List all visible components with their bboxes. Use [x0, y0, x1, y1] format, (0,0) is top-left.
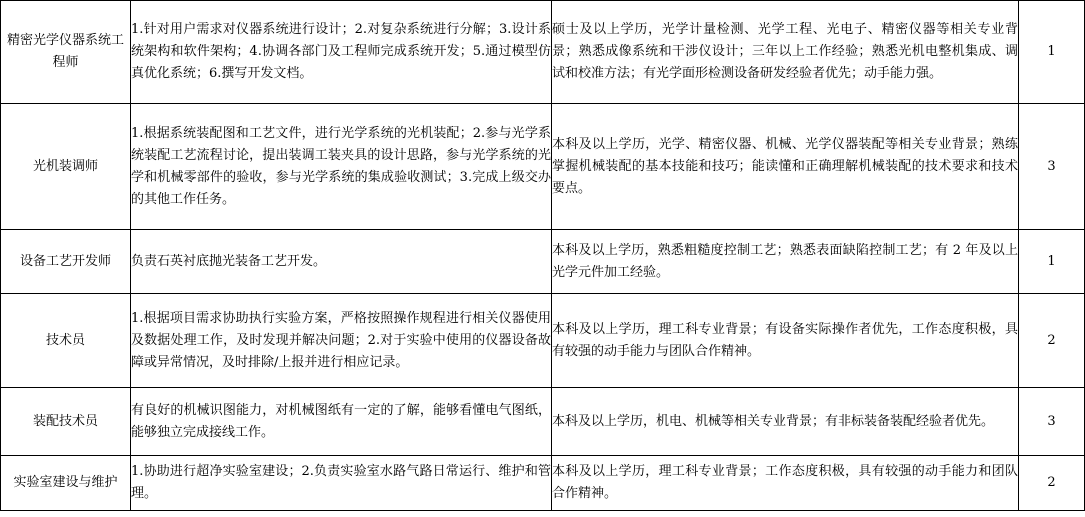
table-row	[1, 294, 1085, 388]
position-title: 设备工艺开发师	[19, 253, 111, 269]
position-title-cell	[1, 294, 131, 388]
duties-cell	[131, 104, 552, 230]
position-title: 精密光学仪器系统工程师	[6, 33, 124, 70]
job-duties: 1.根据系统装配图和工艺文件，进行光学系统的光机装配；2.参与光学系统装配工艺流程讨论，提出装调工装夹具的设计思路，参与光学系统的光学和机械零部件的验收，参与光学系统的集成验收测试；3.完成上级交办的其他工作任务。	[131, 125, 551, 207]
position-title-cell	[1, 388, 131, 456]
position-title-cell	[1, 230, 131, 294]
table-row	[1, 456, 1085, 511]
headcount-cell	[1019, 230, 1085, 294]
position-title-cell	[1, 104, 131, 230]
job-duties: 有良好的机械识图能力，对机械图纸有一定的了解，能够看懂电气图纸，能够独立完成接线工作。	[131, 402, 551, 440]
job-duties: 1.根据项目需求协助执行实验方案，严格按照操作规程进行相关仪器使用及数据处理工作，及时发现并解决问题；2.对于实验中使用的仪器设备故障或异常情况，及时排除/上报并进行相应记录。	[131, 310, 551, 370]
headcount-cell	[1019, 388, 1085, 456]
duties-cell	[131, 388, 552, 456]
requirements-cell	[552, 104, 1019, 230]
job-requirements: 本科及以上学历，理工科专业背景；工作态度积极，具有较强的动手能力和团队合作精神。	[552, 464, 1018, 501]
position-title-cell	[1, 456, 131, 511]
requirements-cell	[552, 388, 1019, 456]
headcount-cell	[1019, 456, 1085, 511]
table-row	[1, 1, 1085, 104]
headcount-cell	[1019, 1, 1085, 104]
headcount: 1	[1047, 44, 1056, 59]
requirements-cell	[552, 294, 1019, 388]
headcount-cell	[1019, 294, 1085, 388]
requirements-cell	[552, 1, 1019, 104]
duties-cell	[131, 230, 552, 294]
job-duties: 1.针对用户需求对仪器系统进行设计；2.对复杂系统进行分解；3.设计系统架构和软件架构；4.协调各部门及工程师完成系统开发；5.通过模型仿真优化系统；6.撰写开发文档。	[131, 22, 551, 81]
headcount-cell	[1019, 104, 1085, 230]
duties-cell	[131, 1, 552, 104]
headcount: 2	[1047, 475, 1056, 490]
requirements-cell	[552, 230, 1019, 294]
position-title: 实验室建设与维护	[13, 475, 118, 490]
duties-cell	[131, 294, 552, 388]
position-title: 装配技术员	[32, 413, 98, 429]
headcount: 2	[1047, 332, 1056, 348]
requirements-cell	[552, 456, 1019, 511]
job-requirements: 本科及以上学历，机电、机械等相关专业背景；有非标装备装配经验者优先。	[552, 413, 995, 429]
headcount: 1	[1047, 253, 1056, 269]
position-title: 光机装调师	[32, 158, 98, 174]
duties-cell	[131, 456, 552, 511]
job-requirements: 本科及以上学历，熟悉粗糙度控制工艺；熟悉表面缺陷控制工艺；有 2 年及以上光学元件加工经验。	[552, 242, 1018, 280]
headcount: 3	[1047, 158, 1056, 174]
position-title: 技术员	[45, 332, 85, 348]
table-row	[1, 388, 1085, 456]
headcount: 3	[1047, 413, 1056, 429]
table-row	[1, 104, 1085, 230]
job-requirements: 本科及以上学历，理工科专业背景；有设备实际操作者优先，工作态度积极，具有较强的动手能力与团队合作精神。	[552, 321, 1018, 359]
position-title-cell	[1, 1, 131, 104]
job-duties: 1.协助进行超净实验室建设；2.负责实验室水路气路日常运行、维护和管理。	[131, 464, 551, 501]
job-requirements: 本科及以上学历，光学、精密仪器、机械、光学仪器装配等相关专业背景；熟练掌握机械装配的基本技能和技巧；能读懂和正确理解机械装配的技术要求和技术要点。	[552, 136, 1018, 196]
job-duties: 负责石英衬底抛光装备工艺开发。	[131, 253, 327, 269]
job-requirements: 硕士及以上学历，光学计量检测、光学工程、光电子、精密仪器等相关专业背景；熟悉成像系统和干涉仪设计；三年以上工作经验；熟悉光机电整机集成、调试和校准方法；有光学面形检测设备研发经验者优先；动手能力强。	[552, 22, 1018, 81]
table-row	[1, 230, 1085, 294]
